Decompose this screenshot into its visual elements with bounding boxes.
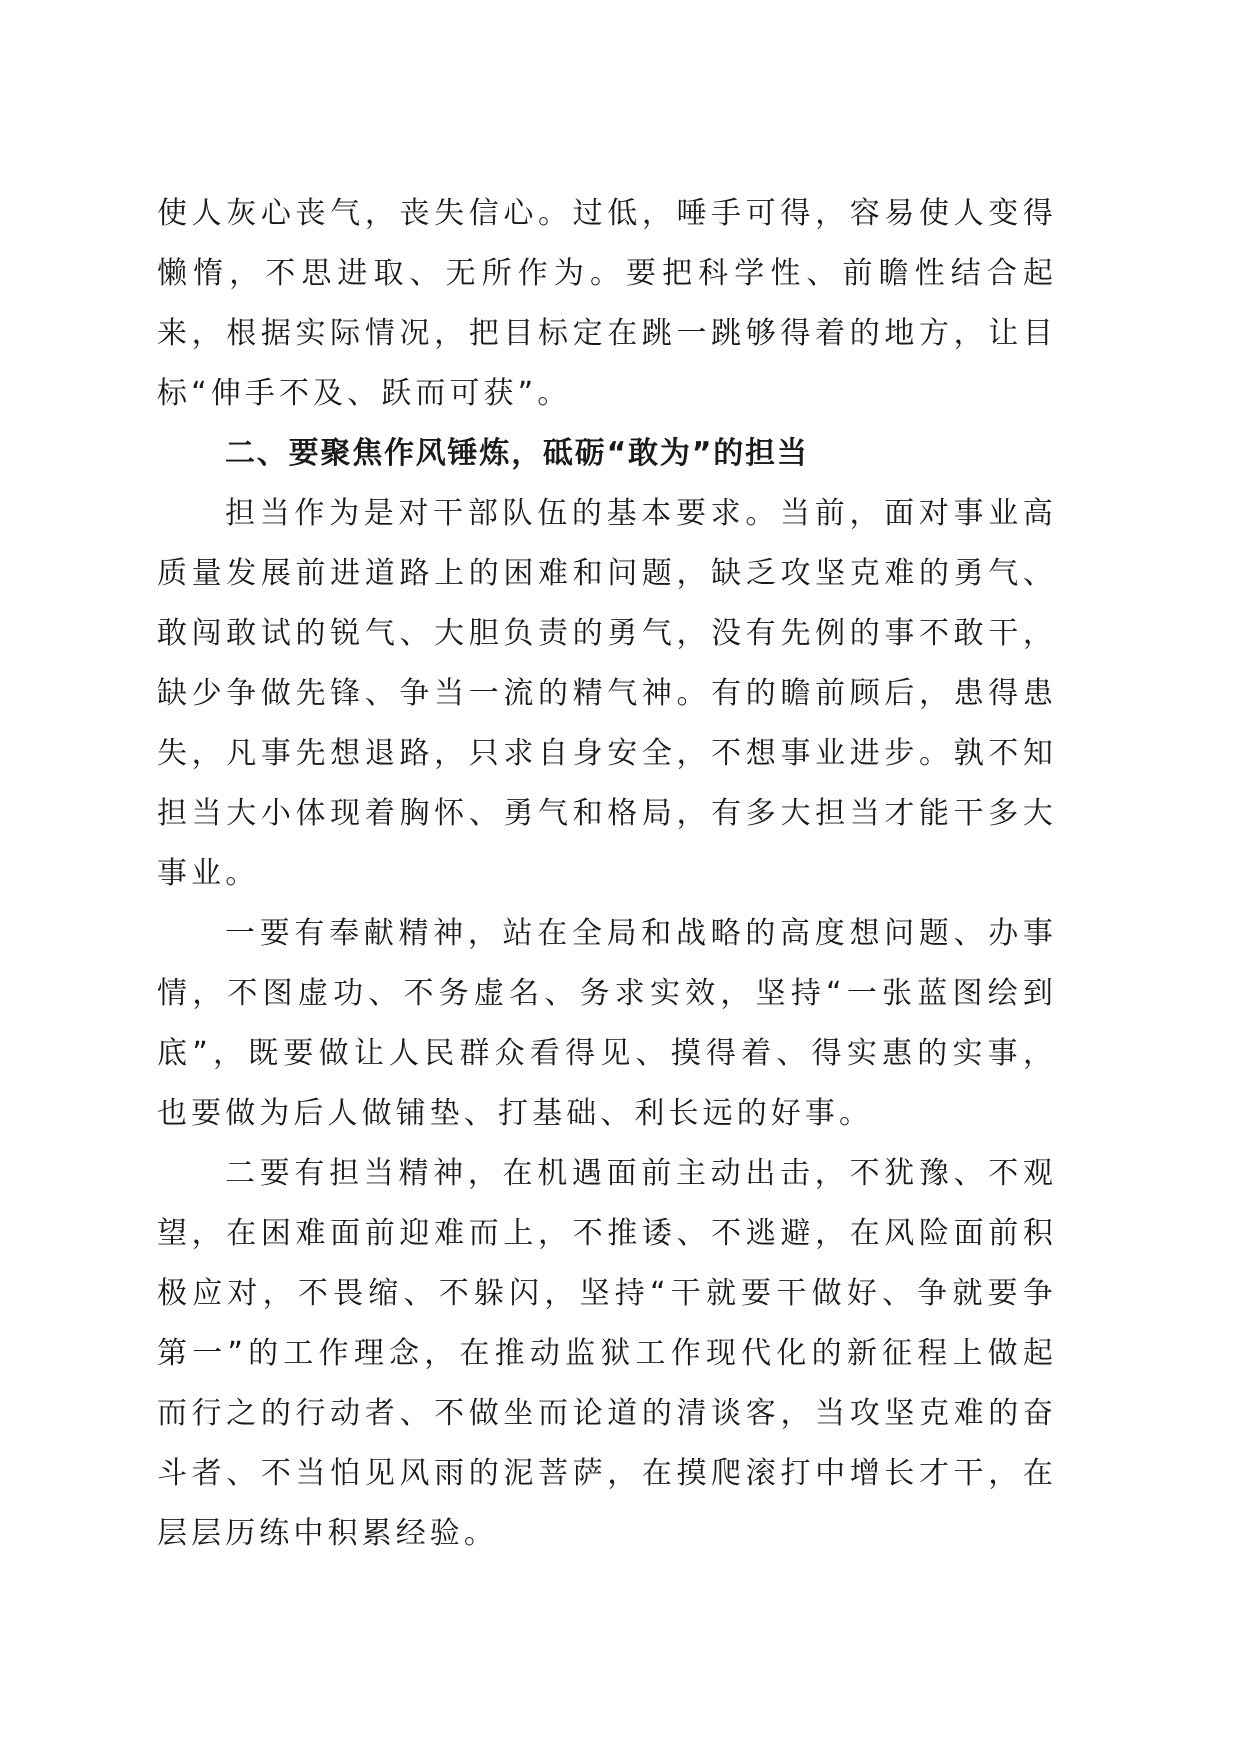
section-heading: 二、要聚焦作风锤炼，砥砺“敢为”的担当 — [225, 436, 809, 471]
paragraph-dedication: 一要有奉献精神，站在全局和战略的高度想问题、办事情，不图虚功、不务虚名、务求实效，坚持“一张蓝图绘到底”，既要做让人民群众看得见、摸得着、得实惠的实事，也要做为后人做铺垫、打基础、利长远的好事。 — [157, 916, 1057, 1131]
paragraph-commitment: 二要有担当精神，在机遇面前主动出击，不犹豫、不观望，在困难面前迎难而上，不推诿、不逃避，在风险面前积极应对，不畏缩、不躲闪，坚持“干就要干做好、争就要争第一”的工作理念，在推动监狱工作现代化的新征程上做起而行之的行动者、不做坐而论道的清谈客，当攻坚克难的奋斗者、不当怕见风雨的泥菩萨，在摸爬滚打中增长才干，在层层历练中积累经验。 — [157, 1156, 1057, 1551]
document-body — [157, 184, 1057, 1564]
paragraph-responsibility: 担当作为是对干部队伍的基本要求。当前，面对事业高质量发展前进道路上的困难和问题，缺乏攻坚克难的勇气、敢闯敢试的锐气、大胆负责的勇气，没有先例的事不敢干，缺少争做先锋、争当一流的精气神。有的瞻前顾后，患得患失，凡事先想退路，只求自身安全，不想事业进步。孰不知担当大小体现着胸怀、勇气和格局，有多大担当才能干多大事业。 — [157, 496, 1057, 891]
paragraph-continuation: 使人灰心丧气，丧失信心。过低，唾手可得，容易使人变得懒惰，不思进取、无所作为。要把科学性、前瞻性结合起来，根据实际情况，把目标定在跳一跳够得着的地方，让目标“伸手不及、跃而可获”。 — [157, 196, 1057, 411]
